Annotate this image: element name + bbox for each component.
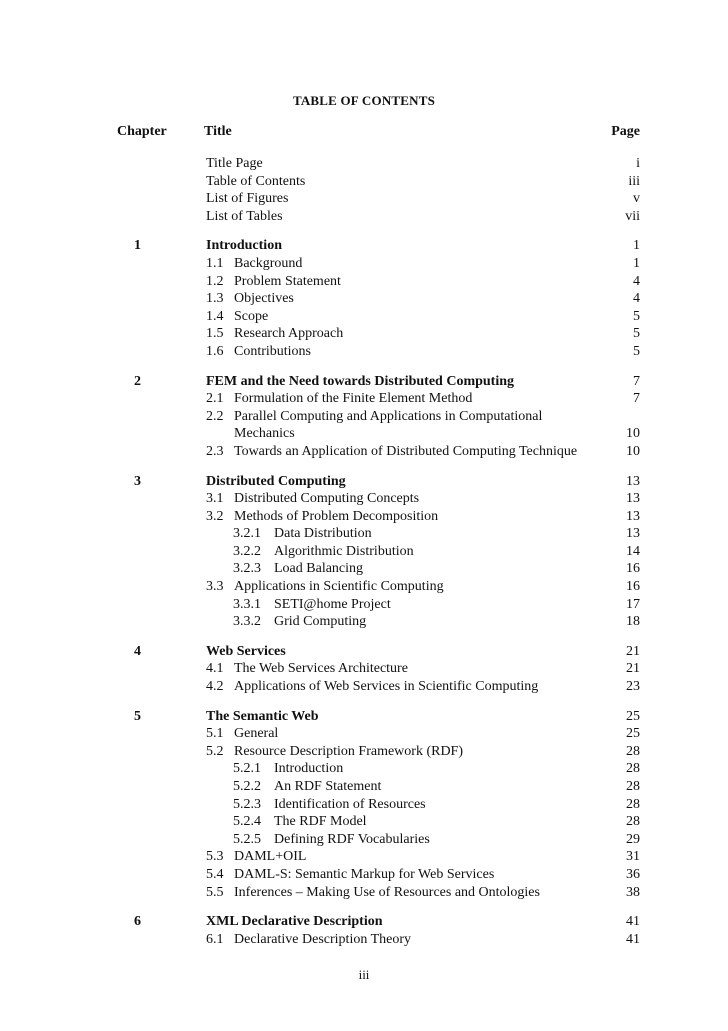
entry-page-number: 28	[626, 743, 640, 759]
toc-entry-row	[0, 408, 728, 426]
section-number: 5.3	[206, 849, 224, 865]
entry-title: Grid Computing	[274, 614, 367, 630]
section-number: 5.2.5	[233, 831, 261, 847]
entry-page-number: 13	[626, 526, 640, 542]
entry-title: DAML+OIL	[234, 849, 307, 865]
entry-title: Declarative Description Theory	[234, 931, 412, 947]
entry-page-number: 10	[626, 426, 640, 442]
toc-entry-row	[0, 173, 728, 191]
section-number: 3.2	[206, 508, 224, 524]
toc-chapter-row	[0, 473, 728, 491]
entry-page-number: 5	[633, 326, 640, 342]
entry-title: An RDF Statement	[274, 779, 382, 794]
entry-title: The Semantic Web	[206, 708, 319, 724]
entry-title: Resource Description Framework (RDF)	[234, 743, 464, 759]
entry-title: Formulation of the Finite Element Method	[234, 391, 473, 407]
entry-page-number: 5	[633, 343, 640, 359]
entry-page-number: 41	[626, 931, 640, 947]
toc-entry-row	[0, 425, 728, 443]
entry-page-number: 38	[626, 884, 640, 900]
entry-page-number: 36	[626, 866, 640, 882]
toc-entry-row	[0, 743, 728, 761]
entry-title: Table of Contents	[206, 173, 306, 189]
toc-entry-row	[0, 255, 728, 273]
entry-title: The RDF Model	[274, 814, 367, 830]
section-number: 5.2.1	[233, 761, 261, 777]
toc-entry-row	[0, 290, 728, 308]
entry-page-number: 7	[633, 373, 640, 389]
section-number: 1.5	[206, 326, 224, 342]
entry-page-number: 21	[626, 643, 640, 659]
column-header-title: Title	[204, 124, 232, 139]
entry-page-number: 28	[626, 796, 640, 812]
entry-page-number: 21	[626, 661, 640, 677]
toc-entry-row	[0, 931, 728, 949]
chapter-number: 5	[134, 708, 141, 724]
section-number: 3.1	[206, 491, 224, 507]
toc-chapter-row	[0, 913, 728, 931]
page-title: TABLE OF CONTENTS	[292, 93, 436, 108]
entry-title: Identification of Resources	[274, 796, 426, 812]
section-number: 5.1	[206, 726, 224, 742]
toc-entry-row	[0, 273, 728, 291]
entry-title: Load Balancing	[274, 561, 364, 577]
section-number: 3.3.2	[233, 614, 261, 630]
entry-page-number: v	[633, 191, 640, 207]
toc-entry-row	[0, 308, 728, 326]
entry-page-number: 16	[626, 579, 640, 595]
entry-title: Background	[234, 255, 303, 271]
toc-entry-row	[0, 778, 728, 796]
entry-title: Algorithmic Distribution	[274, 543, 414, 559]
toc-entry-row	[0, 813, 728, 831]
entry-page-number: 16	[626, 561, 640, 577]
chapter-number: 1	[134, 238, 141, 254]
section-number: 1.4	[206, 308, 224, 324]
toc-entry-row	[0, 490, 728, 508]
section-number: 5.2	[206, 743, 224, 759]
entry-title: List of Tables	[206, 208, 283, 224]
section-number: 1.2	[206, 273, 224, 289]
entry-title: Distributed Computing Concepts	[234, 491, 420, 507]
toc-entry-row	[0, 866, 728, 884]
entry-page-number: 18	[626, 614, 640, 630]
toc-entry-row	[0, 325, 728, 343]
entry-title: Towards an Application of Distributed Computing Technique	[234, 443, 578, 459]
entry-title: Contributions	[234, 343, 312, 359]
toc-chapter-row	[0, 643, 728, 661]
entry-title: SETI@home Project	[274, 596, 391, 612]
toc-entry-row	[0, 155, 728, 173]
entry-title: Distributed Computing	[206, 473, 346, 489]
toc-entry-row	[0, 848, 728, 866]
entry-page-number: i	[636, 156, 640, 171]
section-number: 3.3	[206, 579, 224, 595]
entry-title: Mechanics	[234, 426, 295, 442]
entry-page-number: vii	[625, 208, 640, 224]
entry-page-number: 4	[633, 273, 640, 289]
toc-entry-row	[0, 613, 728, 631]
toc-entry-row	[0, 208, 728, 226]
entry-page-number: 1	[633, 255, 640, 271]
entry-page-number: 25	[626, 726, 640, 742]
section-number: 3.3.1	[233, 596, 261, 612]
entry-page-number: 14	[626, 543, 640, 559]
section-number: 5.2.3	[233, 796, 261, 812]
toc-entry-row	[0, 660, 728, 678]
page-number-footer: iii	[358, 967, 370, 982]
section-number: 3.2.1	[233, 526, 261, 542]
entry-page-number: 7	[633, 391, 640, 407]
entry-page-number: 25	[626, 708, 640, 724]
toc-entry-row	[0, 578, 728, 596]
entry-title: Scope	[234, 308, 269, 324]
entry-title: Research Approach	[234, 326, 344, 342]
chapter-number: 4	[134, 643, 141, 659]
toc-chapter-row	[0, 708, 728, 726]
toc-entry-row	[0, 343, 728, 361]
entry-title: Methods of Problem Decomposition	[234, 508, 439, 524]
entry-title: Web Services	[206, 643, 286, 659]
entry-title: Introduction	[274, 761, 344, 777]
toc-entry-row	[0, 596, 728, 614]
entry-title: Defining RDF Vocabularies	[274, 831, 430, 847]
entry-page-number: 28	[626, 779, 640, 794]
section-number: 5.2.4	[233, 814, 261, 830]
section-number: 1.1	[206, 255, 224, 271]
section-number: 5.4	[206, 866, 224, 882]
toc-entry-row	[0, 543, 728, 561]
toc-entry-row	[0, 725, 728, 743]
entry-title: XML Declarative Description	[206, 914, 383, 930]
entry-page-number: 10	[626, 443, 640, 459]
section-number: 6.1	[206, 931, 224, 947]
entry-page-number: 29	[626, 831, 640, 847]
column-header-page: Page	[611, 124, 640, 139]
entry-page-number: 28	[626, 814, 640, 830]
toc-entry-row	[0, 884, 728, 902]
entry-title: Data Distribution	[274, 526, 372, 542]
entry-page-number: 23	[626, 679, 640, 695]
section-number: 2.2	[206, 408, 224, 424]
section-number: 5.5	[206, 884, 224, 900]
entry-page-number: 5	[633, 308, 640, 324]
entry-page-number: iii	[628, 173, 640, 189]
entry-page-number: 28	[626, 761, 640, 777]
section-number: 2.1	[206, 391, 224, 407]
toc-entry-row	[0, 831, 728, 849]
chapter-number: 6	[134, 914, 141, 930]
entry-title: Parallel Computing and Applications in Computational	[234, 408, 543, 424]
chapter-number: 2	[134, 373, 141, 389]
toc-list	[0, 155, 728, 948]
chapter-number: 3	[134, 473, 141, 489]
toc-entry-row	[0, 560, 728, 578]
entry-title: List of Figures	[206, 191, 289, 207]
entry-title: Title Page	[206, 156, 263, 171]
toc-entry-row	[0, 443, 728, 461]
entry-title: DAML-S: Semantic Markup for Web Services	[234, 866, 495, 882]
entry-page-number: 31	[626, 849, 640, 865]
toc-chapter-row	[0, 237, 728, 255]
section-number: 1.6	[206, 343, 224, 359]
toc-entry-row	[0, 760, 728, 778]
entry-title: Inferences – Making Use of Resources and Ontologies	[234, 884, 540, 900]
entry-title: Applications in Scientific Computing	[234, 579, 444, 595]
toc-entry-row	[0, 678, 728, 696]
entry-page-number: 13	[626, 508, 640, 524]
toc-entry-row	[0, 390, 728, 408]
section-number: 1.3	[206, 291, 224, 307]
toc-chapter-row	[0, 373, 728, 391]
section-number: 4.2	[206, 679, 224, 695]
toc-entry-row	[0, 508, 728, 526]
entry-page-number: 17	[626, 596, 640, 612]
entry-title: The Web Services Architecture	[234, 661, 408, 677]
entry-page-number: 13	[626, 491, 640, 507]
section-number: 5.2.2	[233, 779, 261, 794]
entry-title: FEM and the Need towards Distributed Computing	[206, 373, 515, 389]
section-number: 3.2.3	[233, 561, 261, 577]
entry-title: General	[234, 726, 279, 742]
entry-page-number: 41	[626, 914, 640, 930]
section-number: 2.3	[206, 443, 224, 459]
column-header-chapter: Chapter	[117, 124, 167, 139]
section-number: 4.1	[206, 661, 224, 677]
entry-page-number: 13	[626, 473, 640, 489]
entry-page-number: 4	[633, 291, 640, 307]
entry-title: Problem Statement	[234, 273, 341, 289]
entry-title: Objectives	[234, 291, 294, 307]
entry-title: Introduction	[206, 238, 282, 254]
toc-entry-row	[0, 796, 728, 814]
toc-entry-row	[0, 525, 728, 543]
entry-title: Applications of Web Services in Scientific Computing	[234, 679, 539, 695]
entry-page-number: 1	[633, 238, 640, 254]
toc-entry-row	[0, 190, 728, 208]
section-number: 3.2.2	[233, 543, 261, 559]
